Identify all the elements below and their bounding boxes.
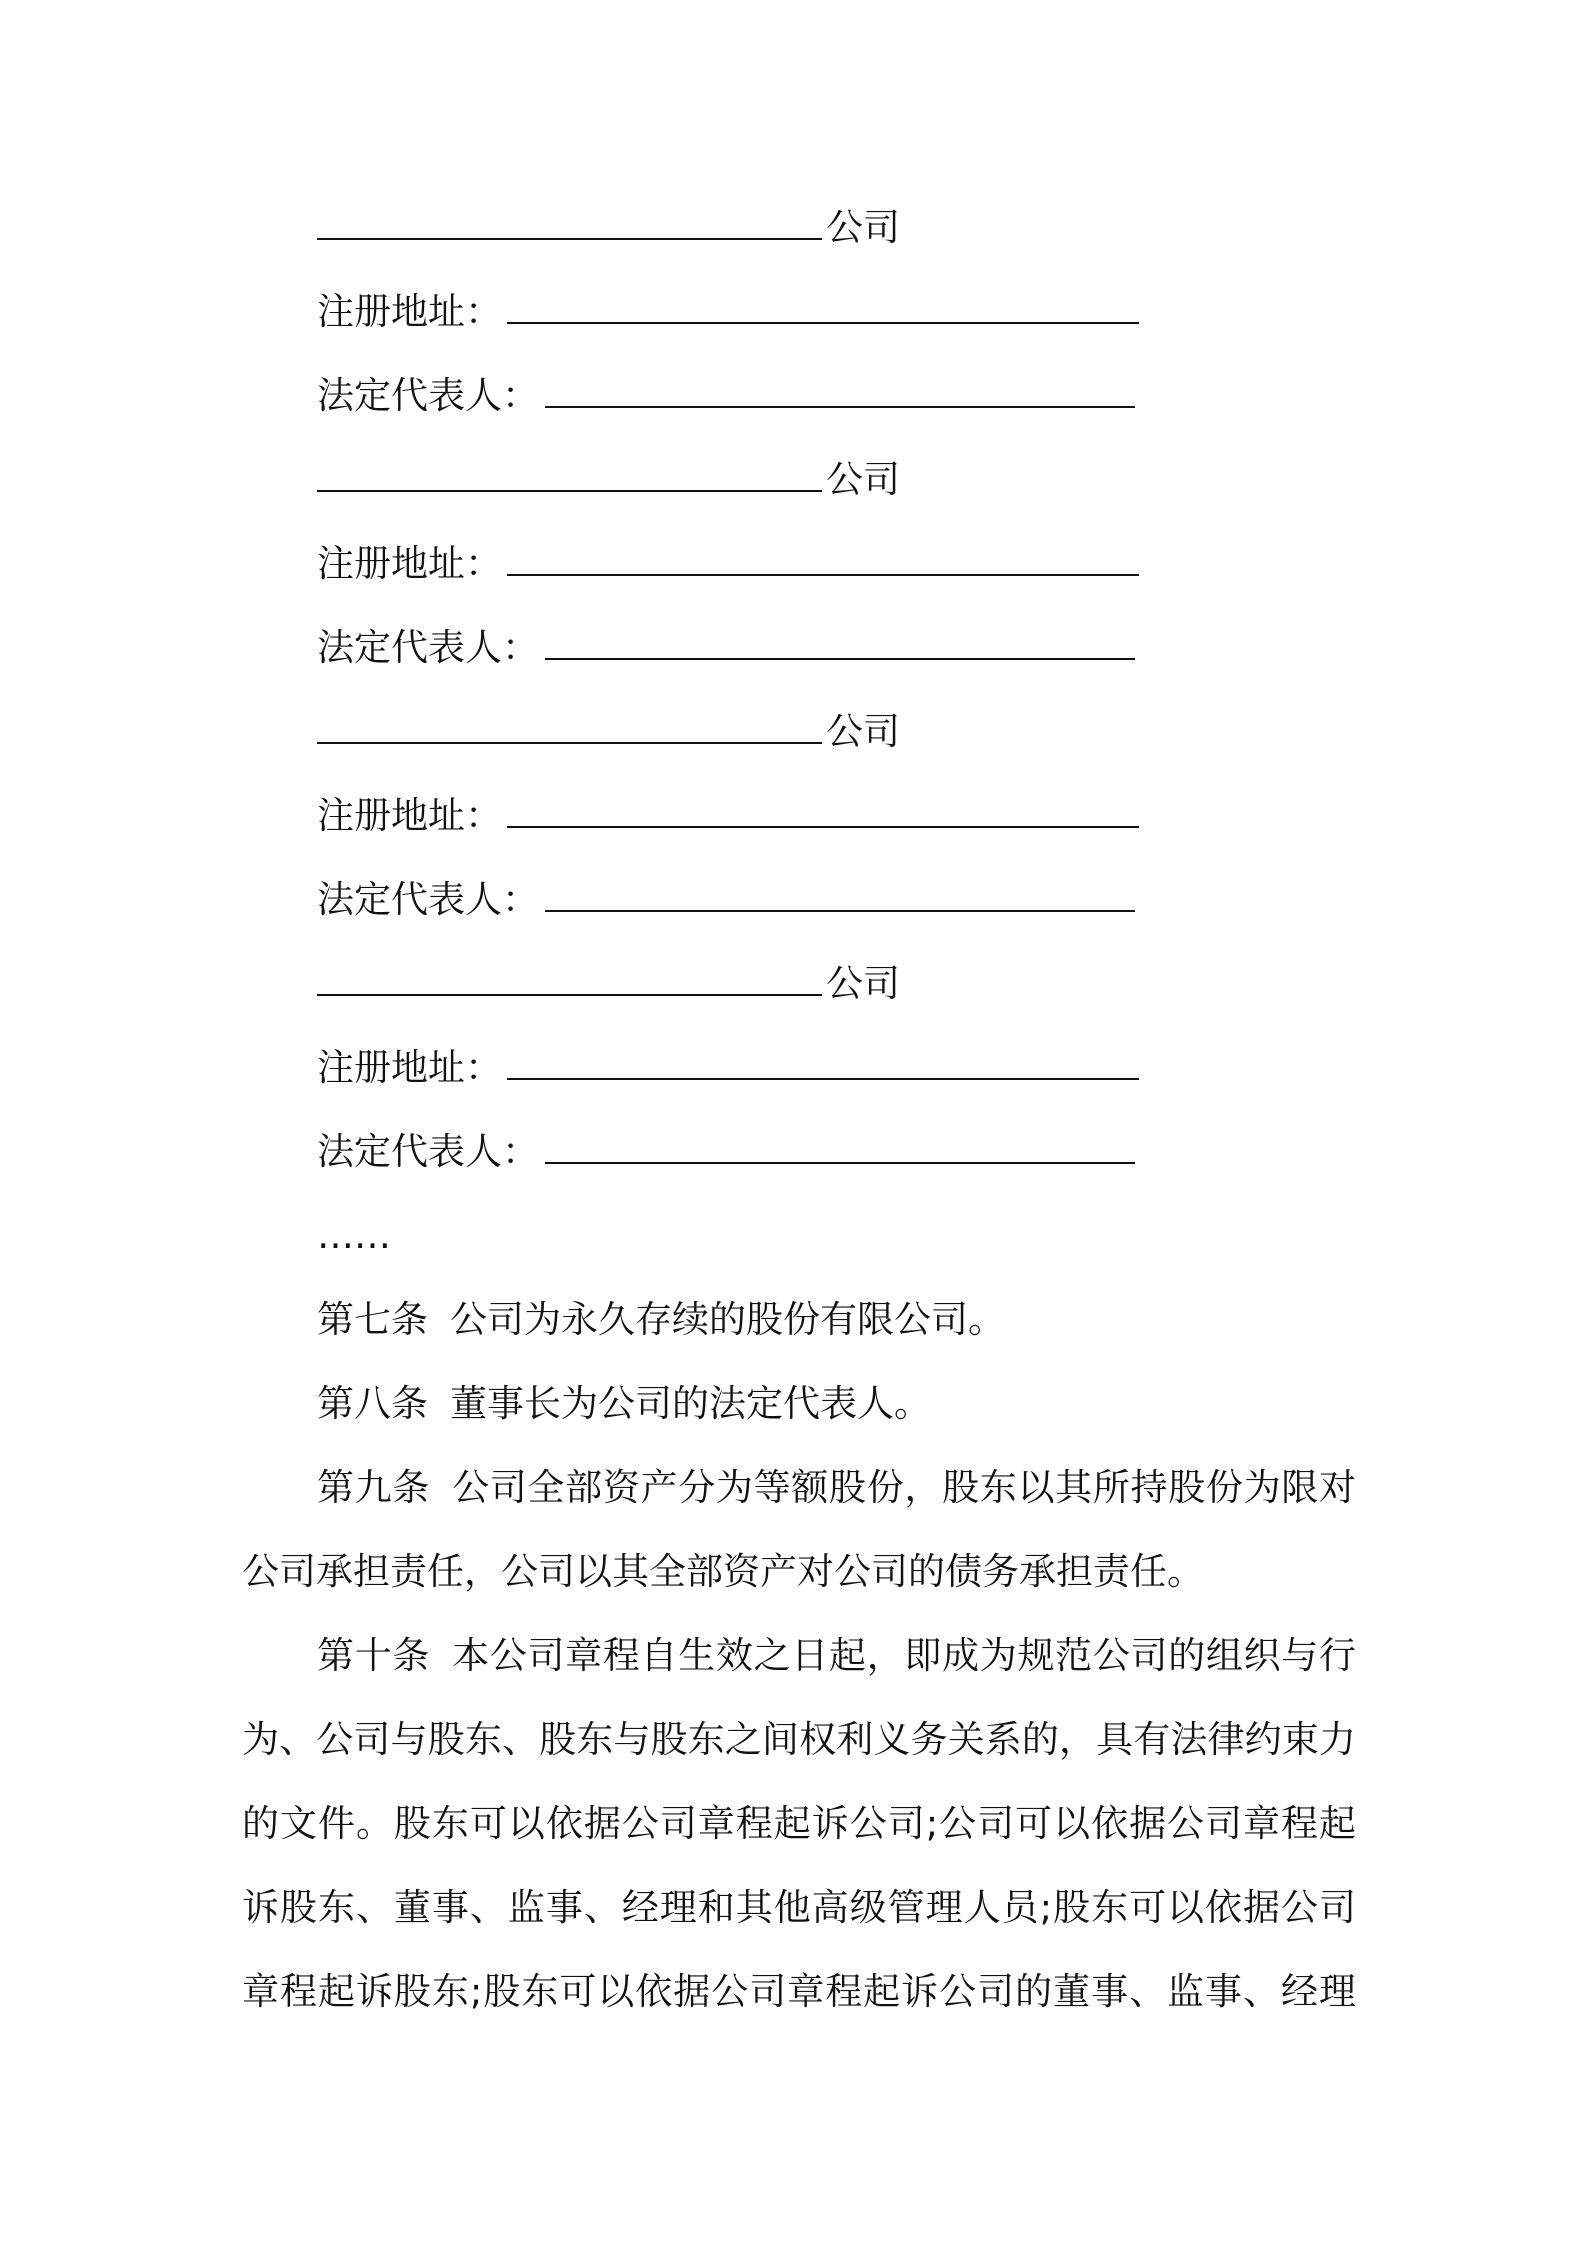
article-text-line: 的文件。股东可以依据公司章程起诉公司;公司可以依据公司章程起	[242, 1802, 1356, 1845]
company-name-blank	[317, 741, 822, 744]
article-text-line: 本公司章程自生效之日起，即成为规范公司的组织与行	[452, 1634, 1356, 1677]
ellipsis: ……	[317, 1214, 391, 1257]
article-7	[242, 1278, 1356, 1362]
party-1-representative-line	[242, 354, 1356, 438]
representative-blank	[545, 405, 1135, 408]
representative-label: 法定代表人：	[317, 1130, 539, 1173]
article-text-line: 公司承担责任，公司以其全部资产对公司的债务承担责任。	[242, 1550, 1204, 1593]
address-blank	[507, 321, 1139, 324]
article-10-line-4	[242, 1866, 1356, 1950]
article-9-line-2	[242, 1530, 1356, 1614]
address-label: 注册地址：	[317, 1046, 502, 1089]
party-3-address-line	[242, 774, 1356, 858]
party-2-company-line	[242, 438, 1356, 522]
article-10-line-5	[242, 1950, 1356, 2034]
address-label: 注册地址：	[317, 542, 502, 585]
ellipsis-line	[242, 1194, 1356, 1278]
article-number: 第九条	[317, 1466, 431, 1509]
article-8	[242, 1362, 1356, 1446]
article-number: 第八条	[317, 1382, 428, 1425]
article-number: 第十条	[317, 1634, 431, 1677]
article-text-line: 为、公司与股东、股东与股东之间权利义务关系的，具有法律约束力	[242, 1718, 1356, 1761]
party-1-address-line	[242, 270, 1356, 354]
party-4-company-line	[242, 942, 1356, 1026]
company-suffix: 公司	[826, 710, 900, 753]
company-name-blank	[317, 993, 822, 996]
article-10-line-1	[242, 1614, 1356, 1698]
address-blank	[507, 1077, 1139, 1080]
address-blank	[507, 825, 1139, 828]
company-suffix: 公司	[826, 962, 900, 1005]
document-body	[242, 186, 1356, 2034]
party-2-address-line	[242, 522, 1356, 606]
party-3-representative-line	[242, 858, 1356, 942]
representative-label: 法定代表人：	[317, 374, 539, 417]
company-name-blank	[317, 489, 822, 492]
party-2-representative-line	[242, 606, 1356, 690]
representative-label: 法定代表人：	[317, 878, 539, 921]
company-suffix: 公司	[826, 206, 900, 249]
article-10-line-3	[242, 1782, 1356, 1866]
party-3-company-line	[242, 690, 1356, 774]
article-text-line: 章程起诉股东;股东可以依据公司章程起诉公司的董事、监事、经理	[242, 1970, 1356, 2013]
address-label: 注册地址：	[317, 290, 502, 333]
address-blank	[507, 573, 1139, 576]
article-number: 第七条	[317, 1298, 428, 1341]
article-text-line: 诉股东、董事、监事、经理和其他高级管理人员;股东可以依据公司	[242, 1886, 1356, 1929]
article-text-line: 公司为永久存续的股份有限公司。	[450, 1298, 1005, 1341]
representative-blank	[545, 909, 1135, 912]
address-label: 注册地址：	[317, 794, 502, 837]
representative-blank	[545, 1161, 1135, 1164]
party-4-representative-line	[242, 1110, 1356, 1194]
company-name-blank	[317, 237, 822, 240]
article-9-line-1	[242, 1446, 1356, 1530]
representative-label: 法定代表人：	[317, 626, 539, 669]
representative-blank	[545, 657, 1135, 660]
party-4-address-line	[242, 1026, 1356, 1110]
article-10-line-2	[242, 1698, 1356, 1782]
article-text-line: 董事长为公司的法定代表人。	[450, 1382, 931, 1425]
article-text-line: 公司全部资产分为等额股份，股东以其所持股份为限对	[452, 1466, 1356, 1509]
company-suffix: 公司	[826, 458, 900, 501]
party-1-company-line	[242, 186, 1356, 270]
